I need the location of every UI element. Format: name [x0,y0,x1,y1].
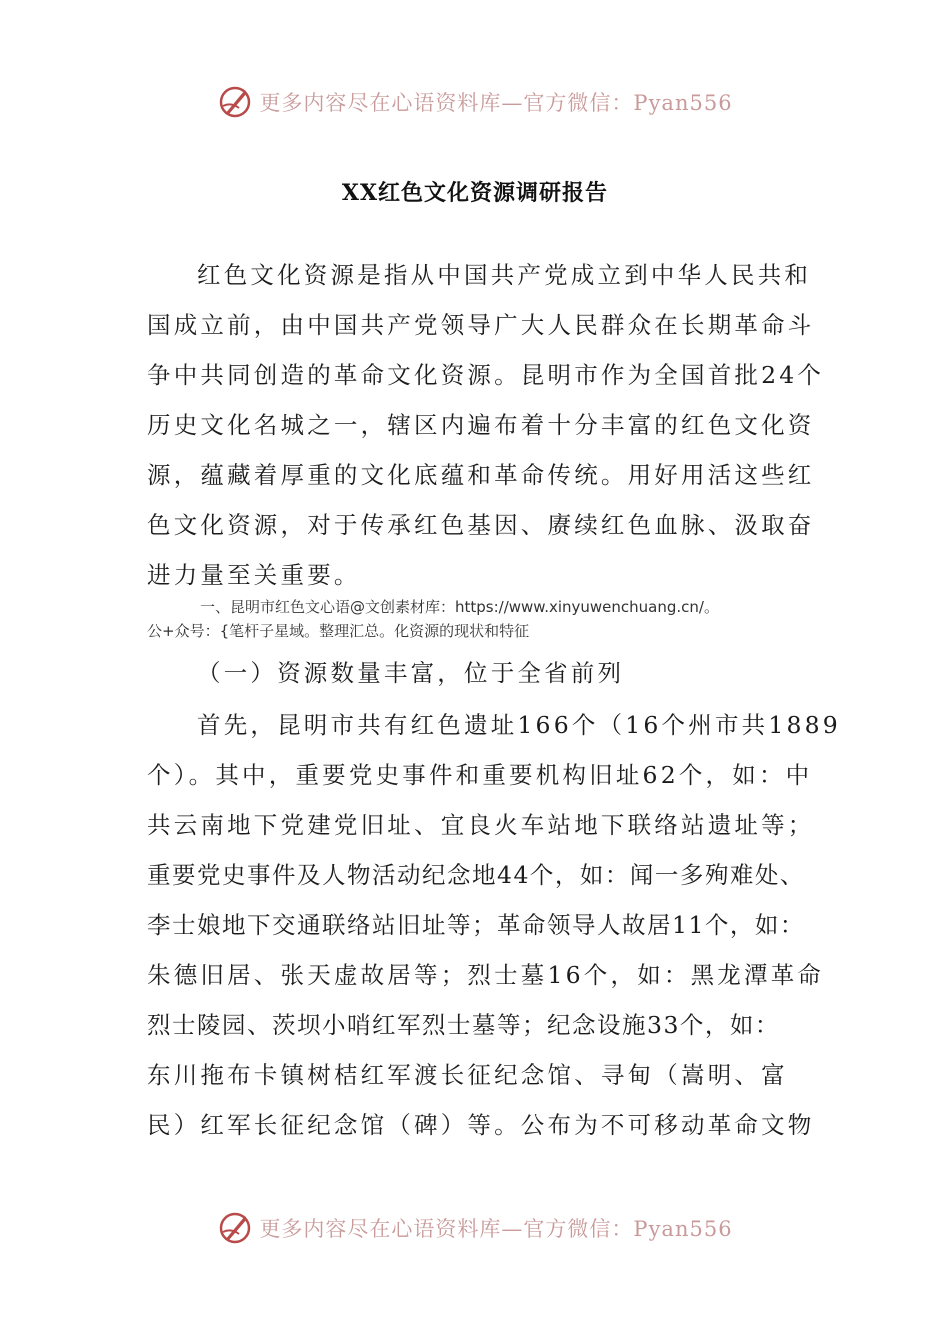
watermark-footer [0,1206,950,1250]
quill-logo-icon [217,84,253,120]
document-title: XX红色文化资源调研报告 [341,180,609,206]
paragraph-line: 个）。其中，重要党史事件和重要机构旧址62个，如：中 [147,761,813,789]
paragraph-line: 李士娘地下交通联络站旧址等；革命领导人故居11个，如： [147,911,805,939]
paragraph-line: 红色文化资源是指从中国共产党成立到中华人民共和 [197,261,812,289]
paragraph-line: 争中共同创造的革命文化资源。昆明市作为全国首批24个 [147,361,825,389]
paragraph-line: 朱德旧居、张天虚故居等；烈士墓16个，如：黑龙潭革命 [147,961,825,989]
paragraph-line: 烈士陵园、茨坝小哨红军烈士墓等；纪念设施33个，如： [147,1011,780,1039]
paragraph-line: 东川拖布卡镇树桔红军渡长征纪念馆、寻甸（嵩明、富 [147,1061,788,1089]
watermark-text: 更多内容尽在心语资料库—官方微信：Pyan556 [259,91,733,115]
paragraph-line: 进力量至关重要。 [147,561,361,589]
paragraph-line: 重要党史事件及人物活动纪念地44个，如：闻一多殉难处、 [147,861,805,889]
source-note: 公+众号：{笔杆子星域。整理汇总。化资源的现状和特征 [147,622,530,640]
paragraph-line: 首先，昆明市共有红色遗址166个（16个州市共1889 [197,711,841,739]
paragraph-line: 源，蕴藏着厚重的文化底蕴和革命传统。用好用活这些红 [147,461,815,489]
watermark-text: 更多内容尽在心语资料库—官方微信：Pyan556 [259,1217,733,1241]
paragraph-line: 历史文化名城之一，辖区内遍布着十分丰富的红色文化资 [147,411,815,439]
watermark-header [0,80,950,124]
paragraph-line: 民）红军长征纪念馆（碑）等。公布为不可移动革命文物 [147,1111,815,1139]
paragraph-line: 国成立前，由中国共产党领导广大人民群众在长期革命斗 [147,311,815,339]
section-heading: （一）资源数量丰富，位于全省前列 [197,659,625,687]
paragraph-line: 色文化资源，对于传承红色基因、赓续红色血脉、汲取奋 [147,511,815,539]
quill-logo-icon [217,1210,253,1246]
paragraph-line: 共云南地下党建党旧址、宜良火车站地下联络站遗址等； [147,811,815,839]
source-note: 一、昆明市红色文心语@文创素材库：https://www.xinyuwenchuang.cn/。 [200,598,719,616]
